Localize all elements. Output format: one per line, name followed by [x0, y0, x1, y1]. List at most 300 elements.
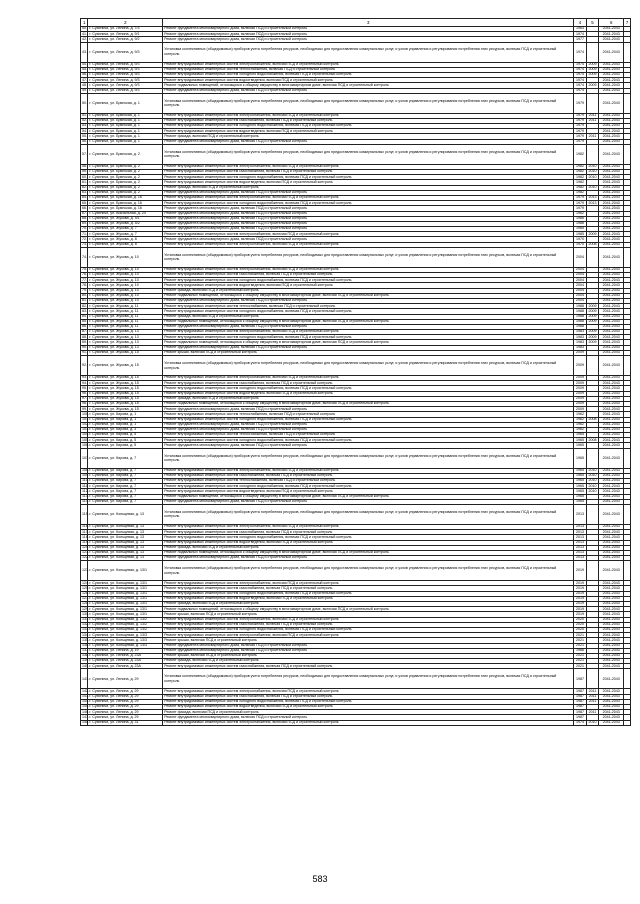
table-cell: 1962 [574, 211, 586, 216]
table-cell: 108. [82, 468, 89, 473]
table-cell: Ремонт фасада, включая ПСД и строительный контроль [163, 710, 574, 715]
table-cell: 1974 [574, 67, 586, 72]
table-cell: 85. [82, 319, 87, 324]
table-cell: 46. [82, 72, 87, 77]
table-cell: 2010 [586, 484, 598, 489]
table-cell: 2041-2043 [599, 37, 624, 42]
table-cell: 2041-2043 [599, 524, 624, 529]
table-cell: Ремонт внутридомовых инженерных систем водоотведения, включая ПСД и строительный контроль [163, 705, 574, 710]
table-cell: 94. [82, 380, 87, 385]
table-cell: 1979 [574, 139, 586, 144]
table-cell: 1974 [574, 32, 586, 37]
table-cell: Ремонт фундамента многоквартирного дома, включая ПСД и строительный контроль [163, 221, 574, 226]
table-cell: Ремонт фасада, включая ПСД и строительный контроль [163, 602, 574, 607]
table-cell [586, 448, 598, 468]
table-cell: г. Сухиничи, ул. Жукова, д. 15 [88, 386, 163, 391]
table-cell: 2041-2043 [599, 42, 624, 62]
table-cell: 2041-2043 [599, 699, 624, 704]
table-cell: 1970 [574, 237, 586, 242]
table-row [81, 504, 631, 524]
table-cell: Ремонт фасада, включая ПСД и строительный контроль [163, 545, 574, 550]
table-cell: 65. [82, 200, 87, 205]
table-cell: Установка коллективных (общедомовых) приборов учета потребления ресурсов, необходимых для предоставления коммунальных услуг, и узлов управления и регулирования потребления этих ресурсов, включая ПСД и строительный контроль [163, 356, 574, 376]
table-cell: 1979 [574, 118, 586, 123]
table-cell: 1982 [574, 180, 586, 185]
table-cell: Ремонт внутридомовых инженерных систем холодного водоснабжения, включая ПСД и строительный контроль [163, 124, 574, 129]
table-cell: Ремонт внутридомовых инженерных систем газоснабжения, включая ПСД и строительный контроль [163, 530, 574, 535]
table-cell: 2041-2043 [599, 376, 624, 381]
table-cell: г. Сухиничи, ул. Кольцевая, д. 13/2 [88, 627, 163, 632]
table-cell: 2009 [574, 401, 586, 406]
table-cell: 101. [82, 416, 89, 421]
table-cell: Ремонт внутридомовых инженерных систем электроснабжения, включая ПСД и строительный контроль [163, 689, 574, 694]
table-cell: г. Сухиничи, ул. Ленина, д. 9/3 [88, 72, 163, 77]
table-cell: г. Сухиничи, ул. Ленина, д. 9/3 [88, 88, 163, 93]
table-cell: 83. [82, 308, 87, 313]
table-cell: Ремонт внутридомовых инженерных систем газоснабжения, включая ПСД и строительный контроль [163, 586, 574, 591]
table-cell: 2041-2043 [599, 407, 624, 412]
table-cell: 2010 [586, 175, 598, 180]
table-cell: Ремонт фасада, включая ПСД и строительный контроль [163, 314, 574, 319]
table-cell: 2019 [574, 591, 586, 596]
table-cell: 80. [82, 293, 87, 298]
table-cell: Установка коллективных (общедомовых) приборов учета потребления ресурсов, необходимых для предоставления коммунальных услуг, и узлов управления и регулирования потребления этих ресурсов, включая ПСД и строительный контроль [163, 448, 574, 468]
table-cell: 1965 [574, 443, 586, 448]
table-cell: Ремонт внутридомовых инженерных систем теплоснабжения, включая ПСД и строительный контроль [163, 67, 574, 72]
table-cell: 104. [82, 432, 89, 437]
table-cell: 2041-2043 [599, 314, 624, 319]
table-cell: Ремонт фасада, включая ПСД и строительный контроль [163, 288, 574, 293]
table-cell: 2019 [574, 581, 586, 586]
table-cell: 2041-2043 [599, 427, 624, 432]
table-cell: 40. [82, 26, 87, 31]
table-cell: 2041-2043 [599, 195, 624, 200]
table-cell: 2041-2043 [599, 330, 624, 335]
table-cell: Ремонт внутридомовых инженерных систем холодного водоснабжения, включая ПСД и строительный контроль [163, 309, 574, 314]
table-cell: г. Сухиничи, ул. Ленина, д. 9/1 [88, 32, 163, 37]
table-cell: Ремонт крыши, включая ПСД и строительный контроль [163, 653, 574, 658]
table-cell: г. Сухиничи, ул. Брянская, д. 1 [88, 129, 163, 134]
table-cell: 133. [82, 627, 89, 632]
table-cell: 2041-2043 [599, 27, 624, 32]
table-cell: 127. [82, 596, 89, 601]
table-cell: г. Сухиничи, ул. Кольцевая, д. 13/1 [88, 561, 163, 581]
table-cell: 132. [82, 622, 89, 627]
table-cell: 59. [82, 169, 87, 174]
table-cell: Ремонт внутридомовых инженерных систем водоотведения, включая ПСД и строительный контроль [163, 596, 574, 601]
table-cell: Ремонт внутридомовых инженерных систем холодного водоснабжения, включая ПСД и строительный контроль [163, 417, 574, 422]
table-cell: г. Сухиничи, ул. Жукова, д. 10 [88, 273, 163, 278]
table-cell: 64. [82, 195, 87, 200]
table-cell: 2010 [586, 468, 598, 473]
table-cell: г. Сухиничи, ул. Жукова, д. 15 [88, 396, 163, 401]
table-cell: 1965 [574, 448, 586, 468]
table-cell: Ремонт внутридомовых инженерных систем холодного водоснабжения, включая ПСД и строительный контроль [163, 335, 574, 340]
table-cell: 144. [82, 699, 89, 704]
column-header: 3 [163, 19, 574, 27]
table-cell: г. Сухиничи, ул. Кольцевая, д. 13/3 [88, 643, 163, 648]
table-cell: 115. [81, 504, 88, 524]
table-cell: Ремонт внутридомовых инженерных систем водоотведения, включая ПСД и строительный контроль [163, 180, 574, 185]
table-cell: 1979 [574, 206, 586, 211]
table-cell: г. Сухиничи, ул. Жукова, д. 10 [88, 267, 163, 272]
table-cell: 56. [82, 139, 87, 144]
table-cell: 2004 [574, 267, 586, 272]
table-cell [586, 144, 598, 164]
table-cell: 1982 [574, 175, 586, 180]
table-cell: 2041-2043 [599, 211, 624, 216]
table-cell: 68. [82, 216, 87, 221]
table-cell: 43. [81, 42, 88, 62]
table-cell: Ремонт внутридомовых инженерных систем теплоснабжения, включая ПСД и строительный контроль [163, 433, 574, 438]
table-cell: 52. [82, 118, 87, 123]
table-cell: 1979 [574, 113, 586, 118]
table-cell: г. Сухиничи, ул. Кирова, д. 1 [88, 422, 163, 427]
table-cell: г. Сухиничи, ул. Кирова, д. 5 [88, 438, 163, 443]
page-number: 583 [312, 874, 328, 884]
table-cell: г. Сухиничи, ул. Кирова, д. 7 [88, 468, 163, 473]
table-cell: г. Сухиничи, ул. Жукова, д. 15 [88, 407, 163, 412]
table-cell: Ремонт внутридомовых инженерных систем водоотведения, включая ПСД и строительный контроль [163, 78, 574, 83]
table-cell: 100. [82, 411, 89, 416]
table-cell: 58. [82, 164, 87, 169]
column-header: 6 [599, 19, 624, 27]
table-cell: 1974 [574, 88, 586, 93]
table-cell: 2041-2043 [599, 705, 624, 710]
table-cell: Ремонт внутридомовых инженерных систем холодного водоснабжения, включая ПСД и строительный контроль [163, 699, 574, 704]
table-cell: 2011 [586, 118, 598, 123]
table-cell: 146. [82, 709, 89, 714]
table-cell: 1970 [574, 242, 586, 247]
table-row [81, 42, 631, 62]
table-cell: г. Сухиничи, ул. Ленина, д. 31 [88, 720, 163, 725]
table-cell: 1983 [574, 330, 586, 335]
table-cell: 2041-2043 [599, 473, 624, 478]
table-cell: Ремонт внутридомовых инженерных систем холодного водоснабжения, включая ПСД и строительный контроль [163, 438, 574, 443]
table-cell: 122. [82, 555, 89, 560]
table-cell: Ремонт внутридомовых инженерных систем газоснабжения, включая ПСД и строительный контроль [163, 118, 574, 123]
column-header: 1 [81, 19, 88, 27]
table-cell: 91. [82, 350, 87, 355]
table-cell: Ремонт подвальных помещений, относящихся к общему имуществу в многоквартирном доме, включая ПСД и строительный контроль [163, 340, 574, 345]
table-cell: г. Сухиничи, ул. Жукова, д. 8 [88, 237, 163, 242]
table-cell: 50. [81, 93, 88, 113]
table-cell: 78. [82, 282, 87, 287]
table-cell: г. Сухиничи, ул. Брянская, д. 2 [88, 175, 163, 180]
table-cell: 1988 [574, 314, 586, 319]
table-cell: Ремонт фасада, включая ПСД и строительный контроль [163, 659, 574, 664]
table-cell: Ремонт внутридомовых инженерных систем электроснабжения, включая ПСД и строительный контроль [163, 617, 574, 622]
table-cell: 2041-2043 [599, 78, 624, 83]
table-cell: 148. [82, 719, 89, 724]
table-cell: 2041-2043 [599, 653, 624, 658]
table-cell: г. Сухиничи, ул. Кольцевая, д. 13 [88, 535, 163, 540]
table-cell: Ремонт внутридомовых инженерных систем электроснабжения, включая ПСД и строительный контроль [163, 330, 574, 335]
table-cell: г. Сухиничи, ул. Брянская, д. 16 [88, 195, 163, 200]
table-cell [586, 247, 598, 267]
table-cell: 2041-2043 [599, 648, 624, 653]
column-header: 5 [586, 19, 598, 27]
table-cell: 2041-2043 [599, 386, 624, 391]
table-cell: 2013 [574, 545, 586, 550]
table-cell: 86. [82, 324, 87, 329]
table-cell: Ремонт фундамента многоквартирного дома, включая ПСД и строительный контроль [163, 88, 574, 93]
table-cell: 1979 [574, 124, 586, 129]
table-cell: 2041-2043 [599, 530, 624, 535]
table-cell: г. Сухиничи, ул. Брянская, д. 2 [88, 170, 163, 175]
table-cell: г. Сухиничи, ул. Кольцевая, д. 13 [88, 530, 163, 535]
table-cell: г. Сухиничи, ул. Ленина, д. 9/3 [88, 42, 163, 62]
table-cell: 1982 [574, 164, 586, 169]
table-cell: 82. [82, 303, 87, 308]
table-cell: 2008 [586, 417, 598, 422]
table-cell: 2041-2043 [599, 288, 624, 293]
table-cell: г. Сухиничи, ул. Кирова, д. 7 [88, 484, 163, 489]
table-cell: 2041-2043 [599, 710, 624, 715]
table-cell: 2010 [586, 170, 598, 175]
table-cell [624, 144, 631, 164]
table-cell: 142. [82, 688, 89, 693]
table-cell: 2041-2043 [599, 350, 624, 355]
table-cell: Ремонт фундамента многоквартирного дома, включая ПСД и строительный контроль [163, 324, 574, 329]
table-cell: 2041-2043 [599, 556, 624, 561]
table-cell: 2041-2043 [599, 627, 624, 632]
table-cell [624, 93, 631, 113]
table-cell: 1983 [574, 340, 586, 345]
table-cell: 1988 [574, 324, 586, 329]
table-cell: г. Сухиничи, ул. Жукова, д. 15 [88, 381, 163, 386]
table-cell: 96. [82, 390, 87, 395]
table-cell: 61. [82, 179, 87, 184]
table-row [81, 561, 631, 581]
table-cell: г. Сухиничи, ул. Ленина, д. 29 [88, 710, 163, 715]
table-cell: 2020 [574, 627, 586, 632]
table-cell: 1965 [574, 473, 586, 478]
table-row [81, 669, 631, 689]
table-cell: г. Сухиничи, ул. Ленина, д. 9/3 [88, 83, 163, 88]
table-cell: 2041-2043 [599, 602, 624, 607]
table-cell: 2041-2043 [599, 304, 624, 309]
table-cell: 2041-2043 [599, 581, 624, 586]
table-cell: г. Сухиничи, ул. Брянская, д. 1 [88, 134, 163, 139]
table-cell: 2019 [574, 612, 586, 617]
table-cell: 134. [82, 632, 89, 637]
table-cell: 2011 [586, 699, 598, 704]
table-cell: 95. [82, 385, 87, 390]
table-cell: г. Сухиничи, ул. Ленина, д. 29 [88, 694, 163, 699]
table-cell: 2041-2043 [599, 273, 624, 278]
table-cell: Ремонт внутридомовых инженерных систем газоснабжения, включая ПСД и строительный контроль [163, 170, 574, 175]
table-cell: 2009 [574, 386, 586, 391]
table-cell: г. Сухиничи, ул. Кольцевая, д. 13/2 [88, 617, 163, 622]
table-cell: 2021 [574, 664, 586, 669]
table-cell: 107. [81, 448, 88, 468]
table-cell: 2041-2043 [599, 356, 624, 376]
table-cell: 2019 [574, 586, 586, 591]
table-cell: 113. [82, 493, 89, 498]
table-cell: 2009 [586, 62, 598, 67]
table-cell: 2041-2043 [599, 227, 624, 232]
table-cell: Ремонт фасада, включая ПСД и строительный контроль [163, 185, 574, 190]
table-cell: г. Сухиничи, ул. Брянская, д. 2 [88, 180, 163, 185]
table-cell: 87. [82, 329, 87, 334]
table-cell: Ремонт внутридомовых инженерных систем холодного водоснабжения, включая ПСД и строительный контроль [163, 484, 574, 489]
table-cell: 1979 [574, 134, 586, 139]
table-cell: 1974 [574, 62, 586, 67]
table-cell: 2041-2043 [599, 715, 624, 720]
table-cell: Ремонт внутридомовых инженерных систем теплоснабжения, включая ПСД и строительный контроль [163, 412, 574, 417]
table-cell: Ремонт фундамента многоквартирного дома, включая ПСД и строительный контроль [163, 422, 574, 427]
table-cell: г. Сухиничи, ул. Жукова, д. 8 [88, 242, 163, 247]
table-cell: 2011 [586, 694, 598, 699]
table-cell: 2013 [574, 504, 586, 524]
table-cell: 2013 [574, 535, 586, 540]
table-cell: г. Сухиничи, ул. Жукова, д. 11 [88, 319, 163, 324]
table-cell: 1987 [574, 715, 586, 720]
table-cell: Ремонт фундамента многоквартирного дома, включая ПСД и строительный контроль [163, 237, 574, 242]
table-cell: 2004 [574, 278, 586, 283]
table-cell: 2041-2043 [599, 237, 624, 242]
table-cell: 2041-2043 [599, 417, 624, 422]
table-cell: 2009 [574, 356, 586, 376]
table-cell: 2041-2043 [599, 489, 624, 494]
table-cell: 138. [82, 653, 89, 658]
table-cell: г. Сухиничи, ул. Ленина, д. 9/3 [88, 67, 163, 72]
table-cell: 53. [82, 123, 87, 128]
table-cell: 1982 [574, 190, 586, 195]
table-cell: 135. [82, 637, 89, 642]
table-cell: Ремонт внутридомовых инженерных систем водоотведения, включая ПСД и строительный контроль [163, 129, 574, 134]
table-cell: г. Сухиничи, ул. Ленина, д. 9/3 [88, 62, 163, 67]
table-cell: Ремонт внутридомовых инженерных систем электроснабжения, включая ПСД и строительный контроль [163, 195, 574, 200]
table-cell: 147. [82, 714, 89, 719]
table-cell: г. Сухиничи, ул. Жукова, д. 7 [88, 227, 163, 232]
table-cell: г. Сухиничи, ул. Кольцевая, д. 13/1 [88, 591, 163, 596]
table-cell: 145. [82, 704, 89, 709]
table-cell: г. Сухиничи, ул. Брянская, д. 2 [88, 185, 163, 190]
table-cell [586, 93, 598, 113]
table-cell: 2004 [574, 247, 586, 267]
table-cell: 2011 [586, 689, 598, 694]
table-cell: 1983 [574, 335, 586, 340]
table-cell: 2013 [574, 556, 586, 561]
table-row [81, 144, 631, 164]
table-cell: Ремонт внутридомовых инженерных систем водоотведения, включая ПСД и строительный контроль [163, 489, 574, 494]
table-cell: Ремонт фундамента многоквартирного дома, включая ПСД и строительный контроль [163, 37, 574, 42]
table-cell: 1987 [574, 699, 586, 704]
table-cell: Установка коллективных (общедомовых) приборов учета потребления ресурсов, необходимых для предоставления коммунальных услуг, и узлов управления и регулирования потребления этих ресурсов, включая ПСД и строительный контроль [163, 504, 574, 524]
table-cell: 1988 [574, 309, 586, 314]
table-cell: г. Сухиничи, ул. Кирова, д. 7 [88, 494, 163, 499]
table-cell: Ремонт внутридомовых инженерных систем электроснабжения, включая ПСД и строительный контроль [163, 468, 574, 473]
table-cell: 1977 [574, 37, 586, 42]
table-cell: 114. [82, 499, 89, 504]
table-cell: 2011 [586, 134, 598, 139]
table-cell [624, 42, 631, 62]
table-cell: 2041-2043 [599, 468, 624, 473]
table-cell: Ремонт внутридомовых инженерных систем холодного водоснабжения, включая ПСД и строительный контроль [163, 535, 574, 540]
table-cell: 2009 [586, 340, 598, 345]
table-cell: 2041-2043 [599, 67, 624, 72]
table-cell: 1965 [574, 484, 586, 489]
table-cell: Ремонт фундамента многоквартирного дома, включая ПСД и строительный контроль [163, 643, 574, 648]
table-cell: 92. [81, 356, 88, 376]
table-cell: 136. [82, 642, 89, 647]
table-cell: 2041-2043 [599, 596, 624, 601]
table-cell: Ремонт фундамента многоквартирного дома, включая ПСД и строительный контроль [163, 139, 574, 144]
table-cell: г. Сухиничи, ул. Ленина, д. 23А [88, 653, 163, 658]
table-cell: г. Сухиничи, ул. Вокзальная, д. 24 [88, 211, 163, 216]
table-cell: 2009 [586, 72, 598, 77]
table-cell: 2041-2043 [599, 401, 624, 406]
table-cell: 2041-2043 [599, 591, 624, 596]
table-cell: г. Сухиничи, ул. Кольцевая, д. 13/1 [88, 596, 163, 601]
table-cell: 79. [82, 287, 87, 292]
table-cell: 2041-2043 [599, 170, 624, 175]
table-cell: 69. [82, 221, 87, 226]
table-cell: 2041-2043 [599, 535, 624, 540]
table-cell: 2008 [586, 242, 598, 247]
table-cell: 2010 [586, 185, 598, 190]
table-cell: г. Сухиничи, ул. Кольцевая, д. 13/3 [88, 633, 163, 638]
table-cell: 2041-2043 [599, 504, 624, 524]
table-cell: г. Сухиничи, ул. Кольцевая, д. 13/1 [88, 612, 163, 617]
table-cell: 2041-2043 [599, 88, 624, 93]
table-cell: г. Сухиничи, ул. Брянская, д. 1 [88, 124, 163, 129]
table-cell: 1965 [574, 433, 586, 438]
table-cell: 130. [82, 611, 89, 616]
table-cell: 131. [82, 616, 89, 621]
table-cell: Ремонт внутридомовых инженерных систем газоснабжения, включая ПСД и строительный контроль [163, 694, 574, 699]
table-cell: 2041-2043 [599, 422, 624, 427]
table-cell: 2041-2043 [599, 622, 624, 627]
table-cell: г. Сухиничи, ул. Жукова, д. 11 [88, 309, 163, 314]
table-cell: 1985 [574, 232, 586, 237]
table-cell: 2010 [586, 489, 598, 494]
table-cell: г. Сухиничи, ул. Кольцевая, д. 13/1 [88, 602, 163, 607]
table-cell: 2041-2043 [599, 391, 624, 396]
table-cell: Ремонт фундамента многоквартирного дома, включая ПСД и строительный контроль [163, 206, 574, 211]
table-cell: г. Сухиничи, ул. Ленина, д. 29 [88, 669, 163, 689]
table-cell: 1986 [574, 221, 586, 226]
table-cell: 2010 [586, 720, 598, 725]
table-cell: Ремонт внутридомовых инженерных систем водоотведения, включая ПСД и строительный контроль [163, 283, 574, 288]
table-cell: 1979 [574, 93, 586, 113]
table-cell: г. Сухиничи, ул. Кольцевая, д. 13 [88, 545, 163, 550]
table-cell: 2041-2043 [599, 247, 624, 267]
table-cell: г. Сухиничи, ул. Брянская, д. 2 [88, 164, 163, 169]
table-cell: 2013 [586, 195, 598, 200]
table-cell: 102. [82, 422, 89, 427]
table-cell: 1987 [574, 689, 586, 694]
table-cell: 2009 [574, 396, 586, 401]
table-row [81, 448, 631, 468]
table-cell: г. Сухиничи, ул. Жукова, д. 5/1 [88, 216, 163, 221]
table-cell: 2009 [574, 381, 586, 386]
table-cell [624, 669, 631, 689]
table-cell: 117. [82, 529, 89, 534]
table-cell: 2009 [586, 335, 598, 340]
table-cell: 2041-2043 [599, 335, 624, 340]
table-cell: 2041-2043 [599, 607, 624, 612]
table-cell: 2009 [586, 309, 598, 314]
table-cell: Ремонт внутридомовых инженерных систем электроснабжения, включая ПСД и строительный контроль [163, 267, 574, 272]
table-cell: 2041-2043 [599, 396, 624, 401]
table-cell: 2009 [586, 319, 598, 324]
table-cell: 2009 [574, 391, 586, 396]
table-cell: 2009 [586, 330, 598, 335]
table-cell: г. Сухиничи, ул. Жукова, д. 10 [88, 278, 163, 283]
